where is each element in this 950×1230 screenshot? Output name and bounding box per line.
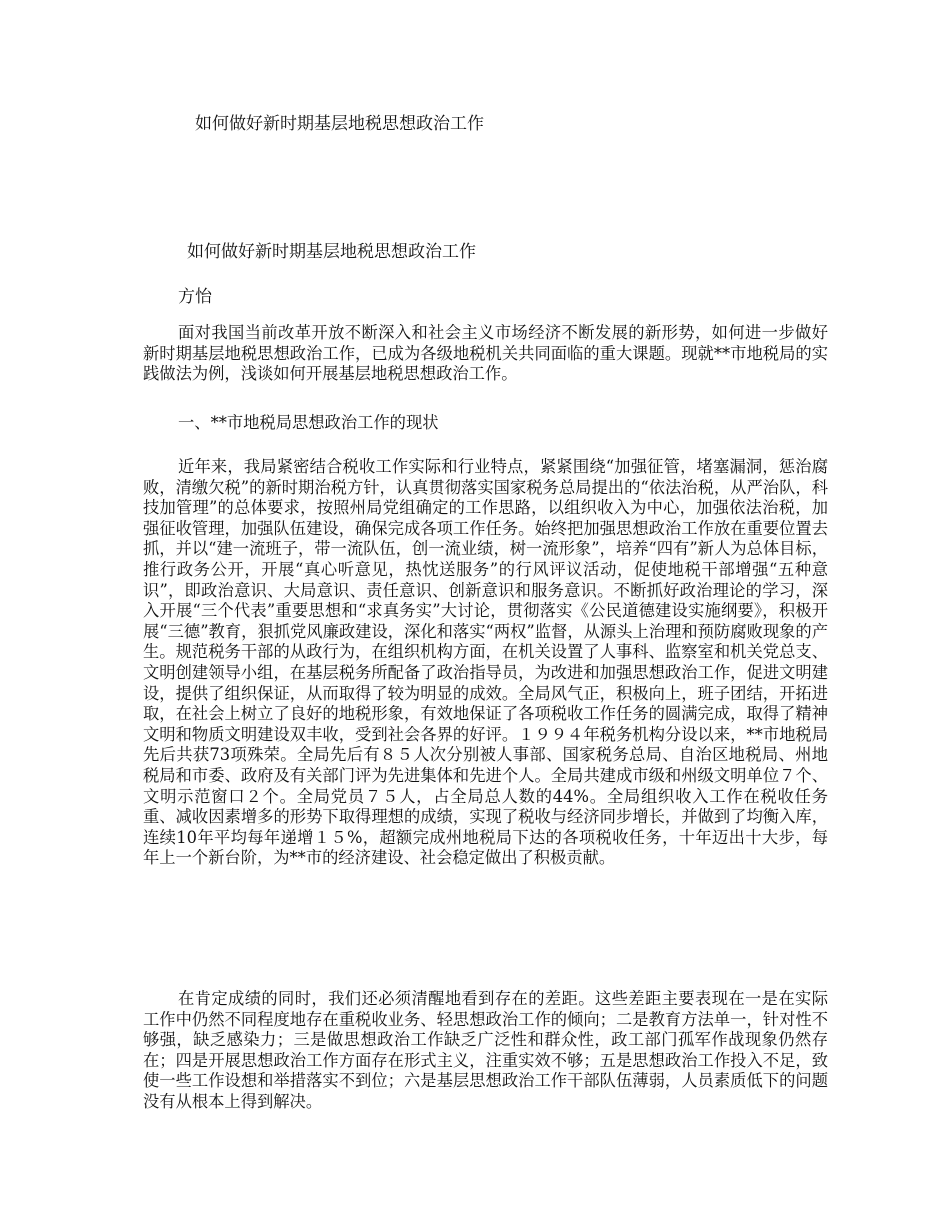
document-author: 方怡	[178, 287, 212, 307]
gaps-paragraph: 在肯定成绩的同时，我们还必须清醒地看到存在的差距。这些差距主要表现在一是在实际工作中仍然不同程度地存在重税收业务、轻思想政治工作的倾向；二是教育方法单一，针对性不够强，缺乏感染力；三是做思想政治工作缺乏广泛性和群众性，政工部门孤军作战现象仍然存在；四是开展思想政治工作方面存在形式主义，注重实效不够；五是思想政治工作投入不足，致使一些工作设想和举措落实不到位；六是基层思想政治工作干部队伍薄弱，人员素质低下的问题没有从根本上得到解决。	[143, 989, 828, 1111]
status-paragraph: 近年来，我局紧密结合税收工作实际和行业特点，紧紧围绕“加强征管，堵塞漏洞，惩治腐败，清缴欠税”的新时期治税方针，认真贯彻落实国家税务总局提出的“依法治税，从严治队，科技加管理”的总体要求，按照州局党组确定的工作思路，以组织收入为中心，加强依法治税，加强征收管理，加强队伍建设，确保完成各项工作任务。始终把加强思想政治工作放在重要位置去抓，并以“建一流班子，带一流队伍，创一流业绩，树一流形象”，培养“四有”新人为总体目标，推行政务公开，开展“真心听意见，热忱送服务”的行风评议活动，促使地税干部增强“五种意识”，即政治意识、大局意识、责任意识、创新意识和服务意识。不断抓好政治理论的学习，深入开展“三个代表”重要思想和“求真务实”大讨论，贯彻落实《公民道德建设实施纲要》，积极开展“三德”教育，狠抓党风廉政建设，深化和落实“两权”监督，从源头上治理和预防腐败现象的产生。规范税务干部的从政行为，在组织机构方面，在机关设置了人事科、监察室和机关党总支、文明创建领导小组，在基层税务所配备了政治指导员，为改进和加强思想政治工作，促进文明建设，提供了组织保证，从而取得了较为明显的成效。全局风气正，积极向上，班子团结，开拓进取，在社会上树立了良好的地税形象，有效地保证了各项税收工作任务的圆满完成，取得了精神文明和物质文明建设双丰收，受到社会各界的好评。１９９４年税务机构分设以来，**市地税局先后共获73项殊荣。全局先后有８５人次分别被人事部、国家税务总局、自治区地税局、州地税局和市委、政府及有关部门评为先进集体和先进个人。全局共建成市级和州级文明单位７个、文明示范窗口２个。全局党员７５人，占全局总人数的44%。全局组织收入工作在税收任务重、减收因素增多的形势下取得理想的成绩，实现了税收与经济同步增长，并做到了均衡入库，连续10年平均每年递增１５%，超额完成州地税局下达的各项税收任务，十年迈出十大步，每年上一个新台阶，为**市的经济建设、社会稳定做出了积极贡献。	[143, 457, 828, 868]
section-heading: 一、**市地税局思想政治工作的现状	[178, 413, 439, 432]
intro-paragraph: 面对我国当前改革开放不断深入和社会主义市场经济不断发展的新形势，如何进一步做好新时期基层地税思想政治工作，已成为各级地税机关共同面临的重大课题。现就**市地税局的实践做法为例，浅谈如何开展基层地税思想政治工作。	[143, 323, 828, 384]
document-title: 如何做好新时期基层地税思想政治工作	[187, 242, 476, 262]
document-header-title: 如何做好新时期基层地税思想政治工作	[195, 114, 484, 134]
